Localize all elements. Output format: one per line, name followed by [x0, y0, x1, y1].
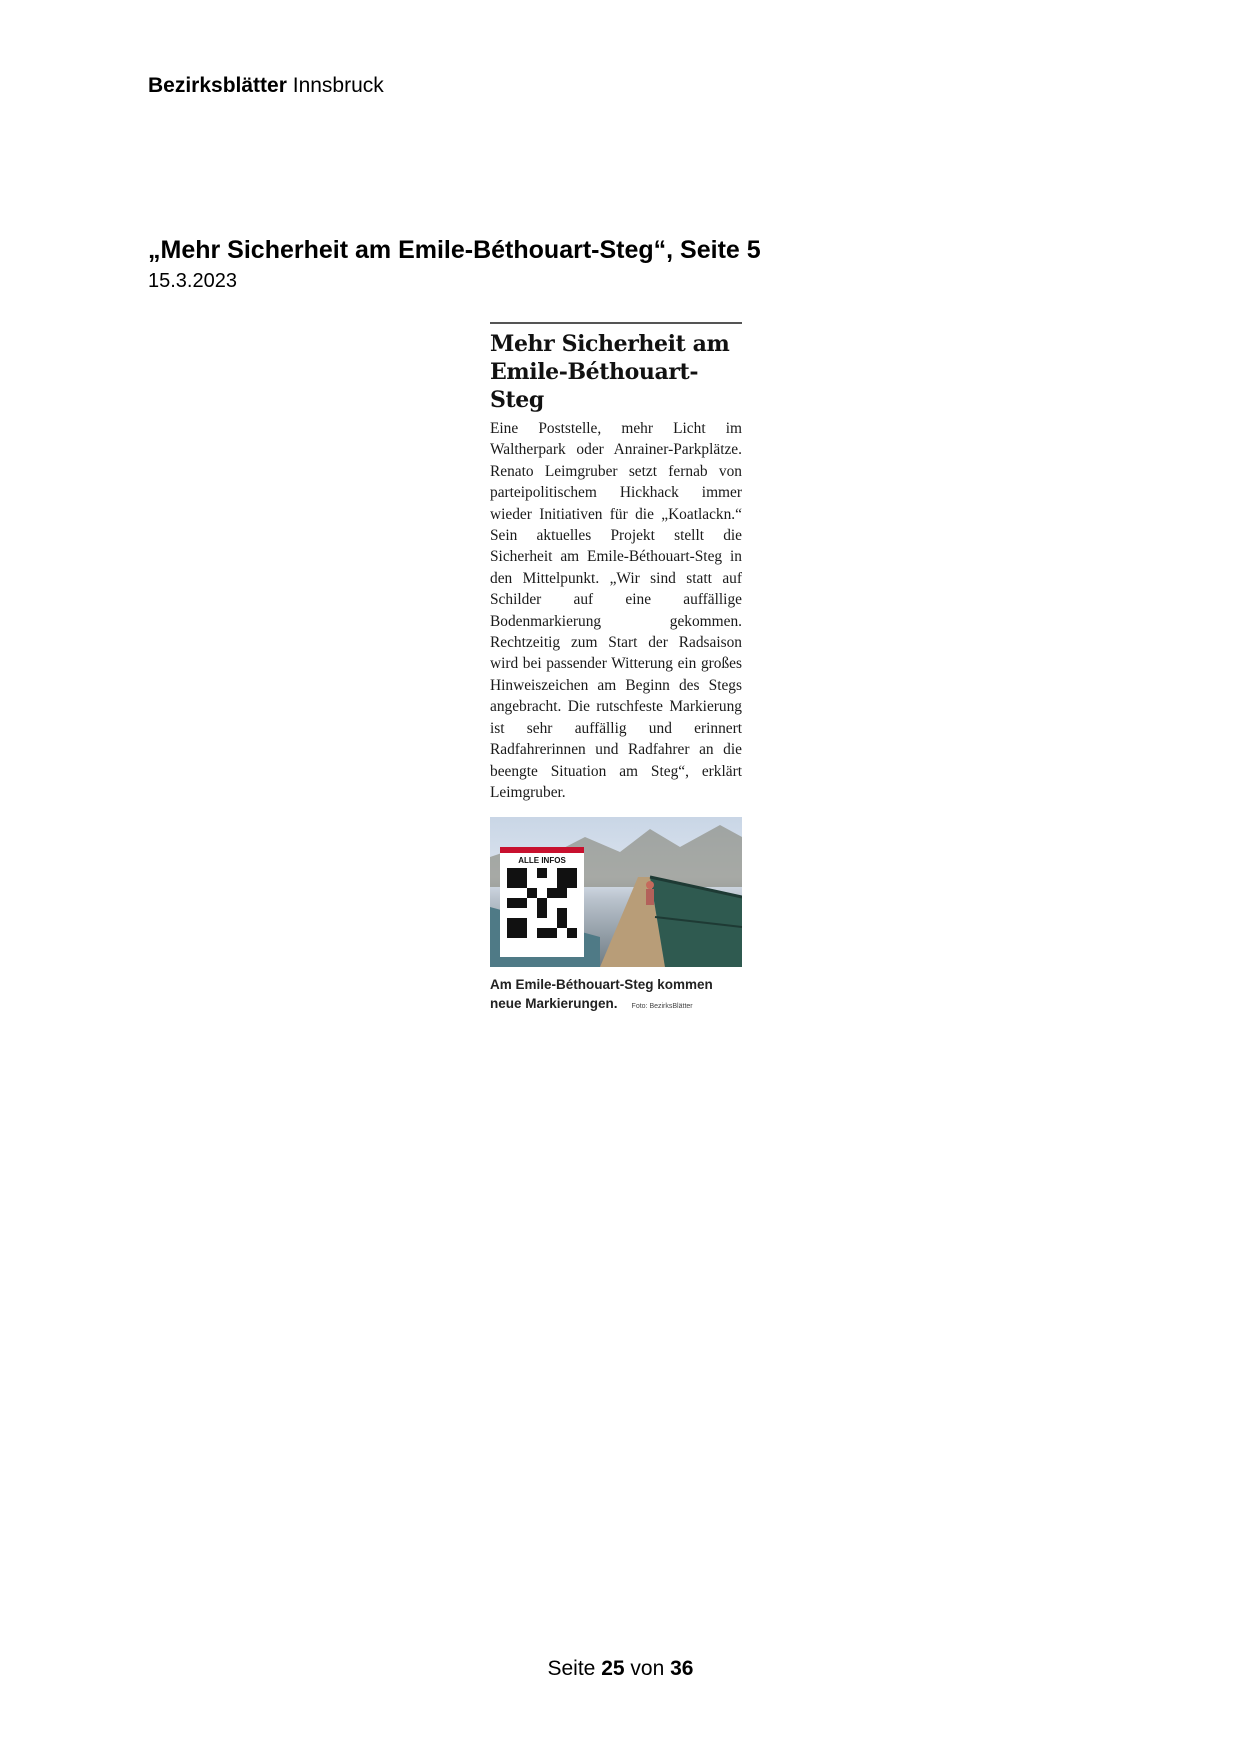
- document-date: 15.3.2023: [148, 270, 237, 292]
- newspaper-clipping: [490, 322, 742, 1016]
- caption-line-2: neue Markierungen. Foto: BezirksBlätter: [490, 996, 693, 1012]
- document-title: „Mehr Sicherheit am Emile-Béthouart-Steg“, Seite 5: [148, 236, 761, 264]
- qr-red-bar: [500, 847, 584, 853]
- photo-credit: Foto: BezirksBlätter: [631, 1003, 693, 1011]
- qr-label: ALLE INFOS: [518, 856, 566, 866]
- clipping-body-text: Eine Poststelle, mehr Licht im Waltherpark oder Anrainer-Parkplätze. Renato Leimgruber setzt fernab von parteipolitischem Hickhack immer wieder Initiativen für die „Koatlackn.“ Sein aktuelles Projekt stellt die Sicherheit am Emile-Béthouart-Steg in den Mittelpunkt. „Wir sind statt auf Schilder auf eine auffällige Bodenmarkierung gekommen. Rechtzeitig zum Start der Radsaison wird bei passender Witterung ein großes Hinweiszeichen am Beginn des Stegs angebracht. Die rutschfeste Markierung ist sehr auffällig und erinnert Radfahrerinnen und Radfahrer an die beengte Situation am Steg“, erklärt Leimgruber.: [490, 420, 742, 801]
- caption-line-1: Am Emile-Béthouart-Steg kommen: [490, 977, 713, 993]
- footer-total-pages: 36: [670, 1657, 694, 1680]
- clipping-headline: [490, 330, 742, 414]
- qr-code-icon[interactable]: [507, 868, 577, 938]
- page-header: [148, 74, 384, 98]
- headline-line-2: Emile-Béthouart-Steg: [490, 359, 699, 413]
- bridge-photo: [490, 817, 742, 967]
- footer-separator: von: [630, 1657, 665, 1680]
- footer-page-number: 25: [601, 1657, 625, 1680]
- headline-line-1: Mehr Sicherheit am: [490, 331, 730, 357]
- photo-caption: [490, 975, 742, 1016]
- qr-code-box: [500, 847, 584, 957]
- clipping-top-rule: [490, 322, 742, 324]
- page-footer: [0, 1657, 1241, 1681]
- publication-name: Bezirksblätter: [148, 74, 287, 97]
- region-name: Innsbruck: [292, 74, 384, 97]
- footer-prefix: Seite: [547, 1657, 596, 1680]
